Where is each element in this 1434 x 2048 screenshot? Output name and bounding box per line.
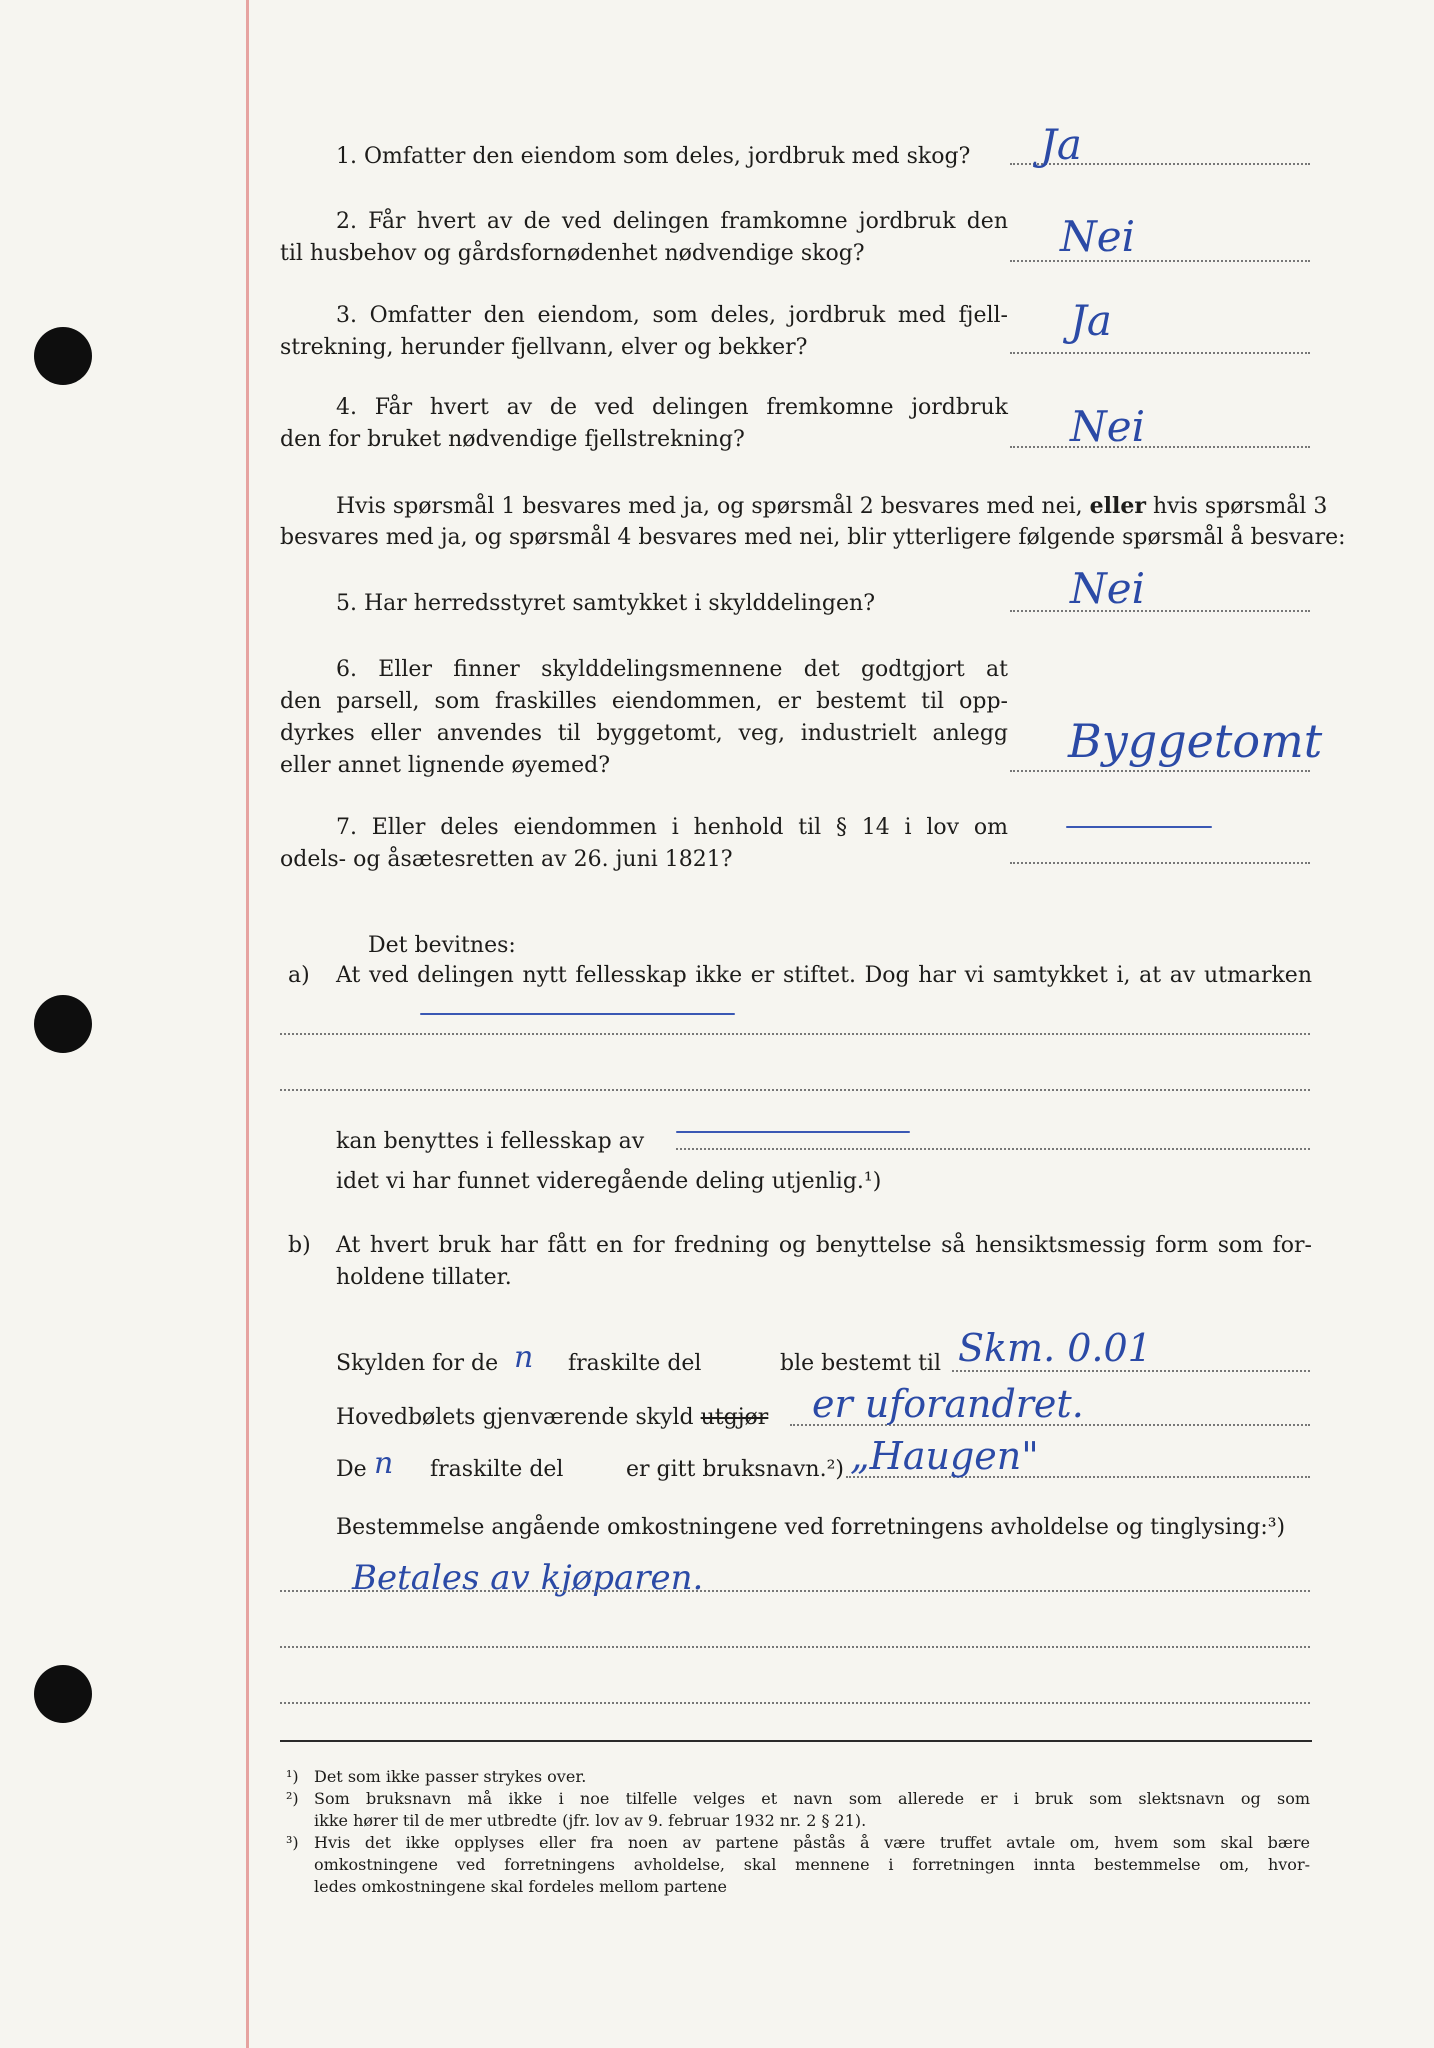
shared-use-reason: idet vi har funnet videregående deling utjenlig.¹) bbox=[336, 1169, 882, 1194]
navn-label-a: De bbox=[336, 1457, 367, 1482]
answer-2: Nei bbox=[1060, 212, 1136, 261]
answer-line-2 bbox=[1010, 260, 1310, 262]
footnote-3-line-3: ledes omkostningene skal fordeles mellom partene bbox=[314, 1877, 727, 1896]
footnote-3-line-1: Hvis det ikke opplyses eller fra noen av partene påstås å være truffet avtale om, hvem som skal bære bbox=[314, 1833, 1310, 1852]
margin-line bbox=[246, 0, 249, 2048]
footnote-1-line-1: Det som ikke passer strykes over. bbox=[314, 1767, 587, 1786]
skyld-label-c: ble bestemt til bbox=[780, 1351, 941, 1376]
hovedbol-struck-word: utgjør bbox=[700, 1405, 769, 1430]
footnote-3-line-2: omkostningene ved forretningens avholdelse, skal mennene i forretningen innta bestemmelse om, hvor- bbox=[314, 1855, 1310, 1874]
attest-b-line-1: At hvert bruk har fått en for fredning og benyttelse så hensiktsmessig form som for- bbox=[336, 1233, 1312, 1258]
utmark-line-2 bbox=[280, 1089, 1310, 1091]
cost-line-3 bbox=[280, 1702, 1310, 1704]
question-4-line-1: 4. Får hvert av de ved delingen fremkomne jordbruk bbox=[336, 395, 1008, 420]
navn-label-c: er gitt bruksnavn.²) bbox=[626, 1457, 844, 1482]
navn-hand-n: n bbox=[374, 1446, 394, 1481]
question-6-line-3: dyrkes eller anvendes til byggetomt, veg, industrielt anlegg bbox=[280, 721, 1008, 746]
cost-label: Bestemmelse angående omkostningene ved forretningens avholdelse og tinglysing:³) bbox=[336, 1515, 1286, 1540]
shared-use-dash bbox=[676, 1131, 910, 1133]
punch-hole-bottom bbox=[34, 1665, 92, 1723]
shared-use-line bbox=[676, 1148, 1310, 1150]
condition-bold: eller bbox=[1089, 493, 1146, 519]
answer-line-6 bbox=[1010, 770, 1310, 772]
answer-line-7 bbox=[1010, 862, 1310, 864]
answer-line-4 bbox=[1010, 446, 1310, 448]
footnote-rule bbox=[280, 1740, 1312, 1742]
shared-use-label: kan benyttes i fellesskap av bbox=[336, 1129, 645, 1154]
condition-line-1 bbox=[336, 490, 1328, 523]
skyld-hand-n: n bbox=[514, 1340, 534, 1375]
hovedbol-text: Hovedbølets gjenværende skyld bbox=[336, 1405, 694, 1430]
attest-a-label: a) bbox=[288, 963, 310, 988]
answer-7-dash bbox=[1066, 826, 1212, 828]
answer-line-3 bbox=[1010, 352, 1310, 354]
answer-3: Ja bbox=[1070, 296, 1112, 345]
question-2-line-2: til husbehov og gårdsfornødenhet nødvendige skog? bbox=[280, 241, 865, 266]
punch-hole-middle bbox=[34, 995, 92, 1053]
condition-text-a: Hvis spørsmål 1 besvares med ja, og spørsmål 2 besvares med nei, bbox=[336, 494, 1083, 519]
skyld-label-a: Skylden for de bbox=[336, 1351, 499, 1376]
attest-heading: Det bevitnes: bbox=[368, 933, 516, 958]
skyld-line bbox=[952, 1370, 1310, 1372]
footnote-1-mark: ¹) bbox=[286, 1767, 299, 1786]
utmark-dash bbox=[420, 1013, 735, 1015]
navn-value: „Haugen" bbox=[850, 1434, 1039, 1478]
skyld-value: Skm. 0.01 bbox=[958, 1326, 1152, 1370]
question-6-line-1: 6. Eller finner skylddelingsmennene det godtgjort at bbox=[336, 657, 1008, 682]
question-4-line-2: den for bruket nødvendige fjellstrekning? bbox=[280, 427, 745, 452]
attest-b-label: b) bbox=[288, 1233, 311, 1258]
question-7-line-2: odels- og åsætesretten av 26. juni 1821? bbox=[280, 847, 733, 872]
hovedbol-label bbox=[336, 1402, 768, 1434]
answer-5: Nei bbox=[1070, 564, 1146, 613]
question-1: 1. Omfatter den eiendom som deles, jordbruk med skog? bbox=[336, 144, 971, 169]
question-6-line-2: den parsell, som fraskilles eiendommen, er bestemt til opp- bbox=[280, 689, 1008, 714]
question-5: 5. Har herredsstyret samtykket i skylddelingen? bbox=[336, 591, 875, 616]
skyld-label-b: fraskilte del bbox=[568, 1351, 702, 1376]
question-7-line-1: 7. Eller deles eiendommen i henhold til § 14 i lov om bbox=[336, 815, 1008, 840]
navn-label-b: fraskilte del bbox=[430, 1457, 564, 1482]
footnote-3-mark: ³) bbox=[286, 1833, 299, 1852]
question-2-line-1: 2. Får hvert av de ved delingen framkomne jordbruk den bbox=[336, 209, 1008, 234]
cost-line-1 bbox=[280, 1590, 1310, 1592]
attest-a-text: At ved delingen nytt fellesskap ikke er stiftet. Dog har vi samtykket i, at av utmarken bbox=[336, 963, 1312, 988]
question-6-line-4: eller annet lignende øyemed? bbox=[280, 753, 610, 778]
cost-line-2 bbox=[280, 1646, 1310, 1648]
condition-text-b: hvis spørsmål 3 bbox=[1152, 494, 1328, 519]
footnote-2-line-1: Som bruksnavn må ikke i noe tilfelle velges et navn som allerede er i bruk som slektsnavn og som bbox=[314, 1789, 1310, 1808]
answer-line-5 bbox=[1010, 610, 1310, 612]
footnote-2-mark: ²) bbox=[286, 1789, 299, 1808]
answer-4: Nei bbox=[1070, 402, 1146, 451]
punch-hole-top bbox=[34, 327, 92, 385]
condition-line-2: besvares med ja, og spørsmål 4 besvares med nei, blir ytterligere følgende spørsmål å besvare: bbox=[280, 525, 1346, 550]
cost-value: Betales av kjøparen. bbox=[352, 1558, 704, 1598]
footnote-2-line-2: ikke hører til de mer utbredte (jfr. lov av 9. februar 1932 nr. 2 § 21). bbox=[314, 1811, 867, 1830]
attest-b-line-2: holdene tillater. bbox=[336, 1265, 512, 1290]
utmark-line-1 bbox=[280, 1033, 1310, 1035]
question-3-line-2: strekning, herunder fjellvann, elver og bekker? bbox=[280, 335, 808, 360]
answer-1: Ja bbox=[1040, 120, 1082, 169]
question-3-line-1: 3. Omfatter den eiendom, som deles, jordbruk med fjell- bbox=[336, 303, 1008, 328]
answer-6: Byggetomt bbox=[1068, 714, 1323, 768]
hovedbol-value: er uforandret. bbox=[812, 1382, 1084, 1426]
